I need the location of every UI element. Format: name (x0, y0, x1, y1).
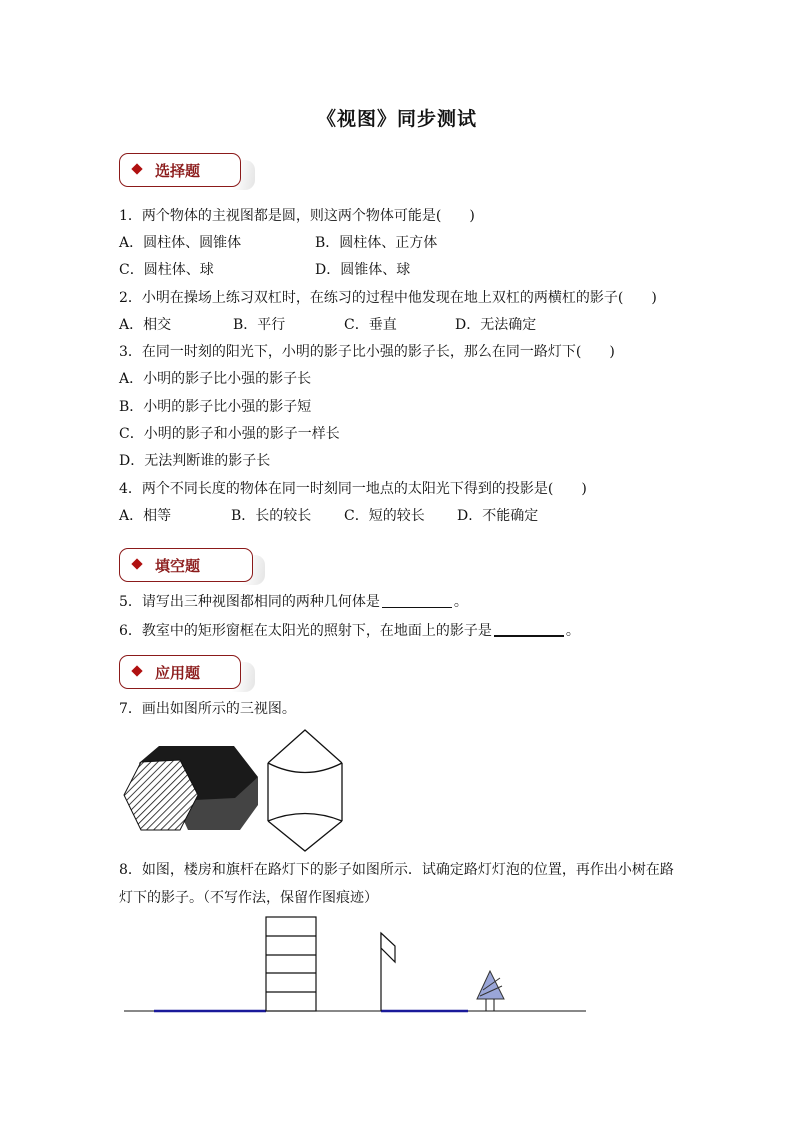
cylinder-top-arc (268, 763, 342, 773)
q6-end: 。 (565, 623, 580, 639)
top-cone (268, 730, 342, 763)
prism-side-face (175, 777, 258, 830)
q4-option-c: C．短的较长 (344, 508, 425, 524)
q6-text: 6．教室中的矩形窗框在太阳光的照射下，在地面上的影子是 (119, 623, 492, 639)
q1-option-d: D．圆锥体、球 (315, 262, 411, 278)
q5-end: 。 (453, 594, 468, 610)
question-7: 7．画出如图所示的三视图。 (119, 701, 296, 717)
prism-top-face (139, 746, 258, 805)
q6-answer-blank (494, 621, 564, 637)
q4-option-b: B．长的较长 (231, 508, 312, 524)
question-6 (119, 621, 580, 640)
q3-option-c: C．小明的影子和小强的影子一样长 (119, 426, 340, 442)
small-tree (477, 971, 504, 1011)
section-label: 选择题 (155, 162, 201, 180)
prism-hatched-face (124, 760, 198, 830)
cylinder-with-cones (268, 730, 342, 851)
section-label: 填空题 (155, 557, 201, 575)
question-3: 3．在同一时刻的阳光下，小明的影子比小强的影子长，那么在同一路灯下( ) (119, 344, 615, 360)
section-header-apply (119, 655, 259, 691)
building (266, 917, 316, 1011)
q3-option-a: A．小明的影子比小强的影子长 (119, 371, 312, 387)
section-label: 应用题 (155, 664, 201, 682)
flag-pole (381, 933, 395, 1011)
page-title: 《视图》同步测试 (316, 108, 477, 130)
q1-option-b: B．圆柱体、正方体 (315, 235, 438, 251)
q1-option-a: A．圆柱体、圆锥体 (119, 235, 242, 251)
question-5 (119, 593, 468, 611)
bottom-cone (268, 821, 342, 851)
q3-option-b: B．小明的影子比小强的影子短 (119, 399, 312, 415)
q1-option-c: C．圆柱体、球 (119, 262, 214, 278)
q2-option-d: D．无法确定 (455, 317, 537, 333)
section-header-fill (119, 548, 269, 584)
question-1: 1．两个物体的主视图都是圆，则这两个物体可能是( ) (119, 208, 475, 224)
hexagonal-prism (124, 746, 258, 830)
cylinder-bottom-arc (268, 814, 342, 822)
q5-answer-blank (382, 593, 452, 608)
q4-option-a: A．相等 (119, 508, 172, 524)
q3-option-d: D．无法判断谁的影子长 (119, 453, 271, 469)
question-8-line-1: 8．如图，楼房和旗杆在路灯下的影子如图所示．试确定路灯灯泡的位置，再作出小树在路 (119, 862, 674, 878)
q4-option-d: D．不能确定 (457, 508, 539, 524)
section-header-choice (119, 153, 259, 189)
q2-option-a: A．相交 (119, 317, 172, 333)
q2-option-c: C．垂直 (344, 317, 397, 333)
question-8-line-2: 灯下的影子。（不写作法，保留作图痕迹） (119, 890, 378, 906)
q2-option-b: B．平行 (233, 317, 286, 333)
question-2: 2．小明在操场上练习双杠时，在练习的过程中他发现在地上双杠的两横杠的影子( ) (119, 290, 657, 306)
question-4: 4．两个不同长度的物体在同一时刻同一地点的太阳光下得到的投影是( ) (119, 481, 587, 497)
q5-text: 5．请写出三种视图都相同的两种几何体是 (119, 594, 380, 610)
